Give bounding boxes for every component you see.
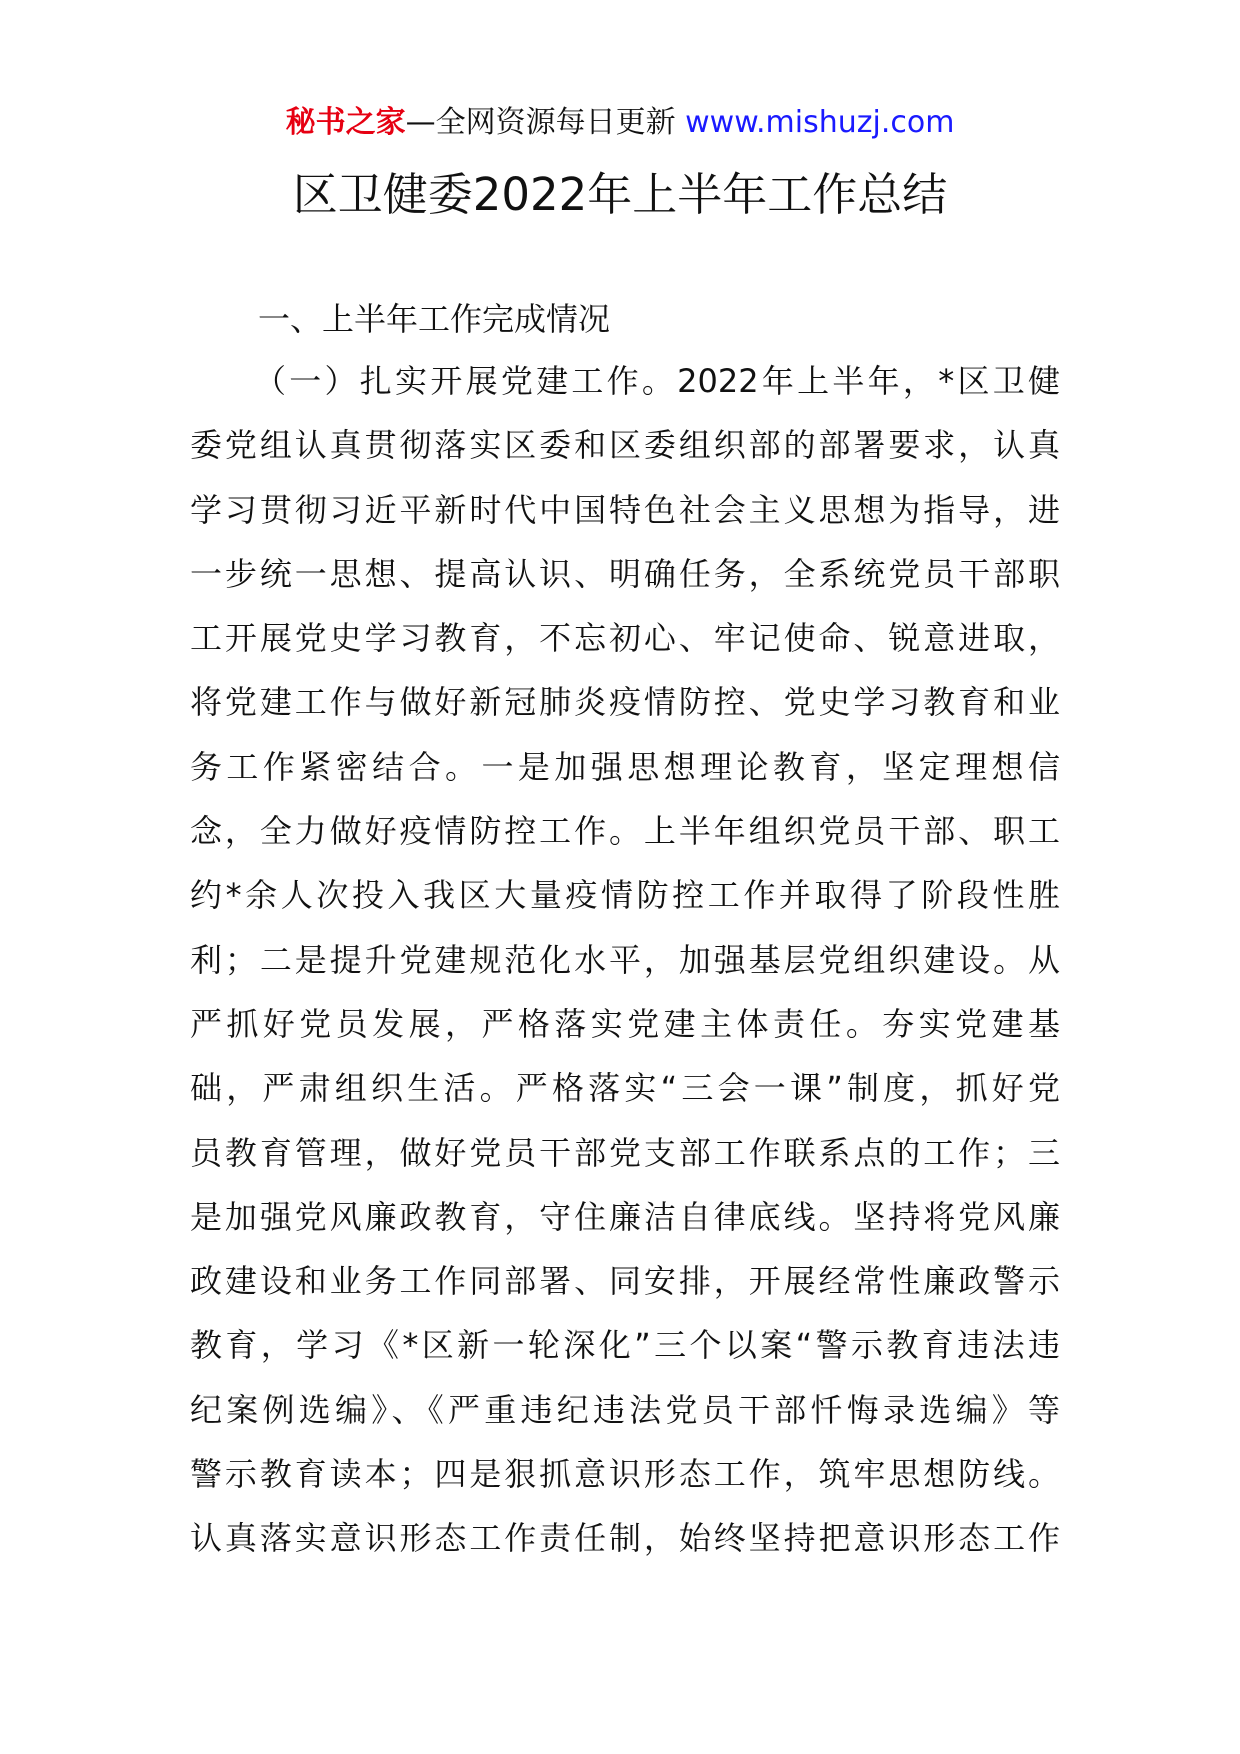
body-line: （一）扎实开展党建工作。2022年上半年，*区卫健 bbox=[254, 362, 1060, 400]
website-link[interactable]: www.mishuzj.com bbox=[685, 105, 955, 140]
body-line: 将党建工作与做好新冠肺炎疫情防控、党史学习教育和业 bbox=[190, 683, 1060, 722]
body-line: 警示教育读本；四是狠抓意识形态工作，筑牢思想防线。 bbox=[190, 1455, 1060, 1494]
body-line: 纪案例选编》、《严重违纪违法党员干部忏悔录选编》等 bbox=[190, 1390, 1060, 1429]
body-line: 约*余人次投入我区大量疫情防控工作并取得了阶段性胜 bbox=[190, 876, 1060, 915]
brand-name: 秘书之家 bbox=[285, 105, 406, 140]
body-paragraph bbox=[190, 358, 1060, 1580]
body-line: 利；二是提升党建规范化水平，加强基层党组织建设。从 bbox=[190, 940, 1060, 979]
body-line: 念，全力做好疫情防控工作。上半年组织党员干部、职工 bbox=[190, 812, 1060, 851]
body-line: 一步统一思想、提高认识、明确任务，全系统党员干部职 bbox=[190, 554, 1060, 593]
body-line: 严抓好党员发展，严格落实党建主体责任。夯实党建基 bbox=[190, 1004, 1060, 1043]
site-header bbox=[0, 100, 1240, 146]
body-line: 学习贯彻习近平新时代中国特色社会主义思想为指导，进 bbox=[190, 490, 1060, 529]
section-heading: 一、上半年工作完成情况 bbox=[258, 300, 611, 338]
body-line: 教育，学习《*区新一轮深化”三个以案“警示教育违法违 bbox=[190, 1326, 1060, 1365]
body-line: 员教育管理，做好党员干部党支部工作联系点的工作；三 bbox=[190, 1133, 1060, 1172]
body-line: 是加强党风廉政教育，守住廉洁自律底线。坚持将党风廉 bbox=[190, 1197, 1060, 1236]
body-line: 认真落实意识形态工作责任制，始终坚持把意识形态工作 bbox=[190, 1519, 1060, 1558]
body-line: 务工作紧密结合。一是加强思想理论教育，坚定理想信 bbox=[190, 747, 1060, 786]
body-line: 委党组认真贯彻落实区委和区委组织部的部署要求，认真 bbox=[190, 426, 1060, 465]
body-line: 础，严肃组织生活。严格落实“三会一课”制度，抓好党 bbox=[190, 1069, 1060, 1108]
body-line: 政建设和业务工作同部署、同安排，开展经常性廉政警示 bbox=[190, 1262, 1060, 1301]
body-line: 工开展党史学习教育，不忘初心、牢记使命、锐意进取， bbox=[190, 619, 1060, 658]
document-title: 区卫健委2022年上半年工作总结 bbox=[292, 168, 948, 221]
header-tagline: —全网资源每日更新 bbox=[405, 105, 676, 140]
